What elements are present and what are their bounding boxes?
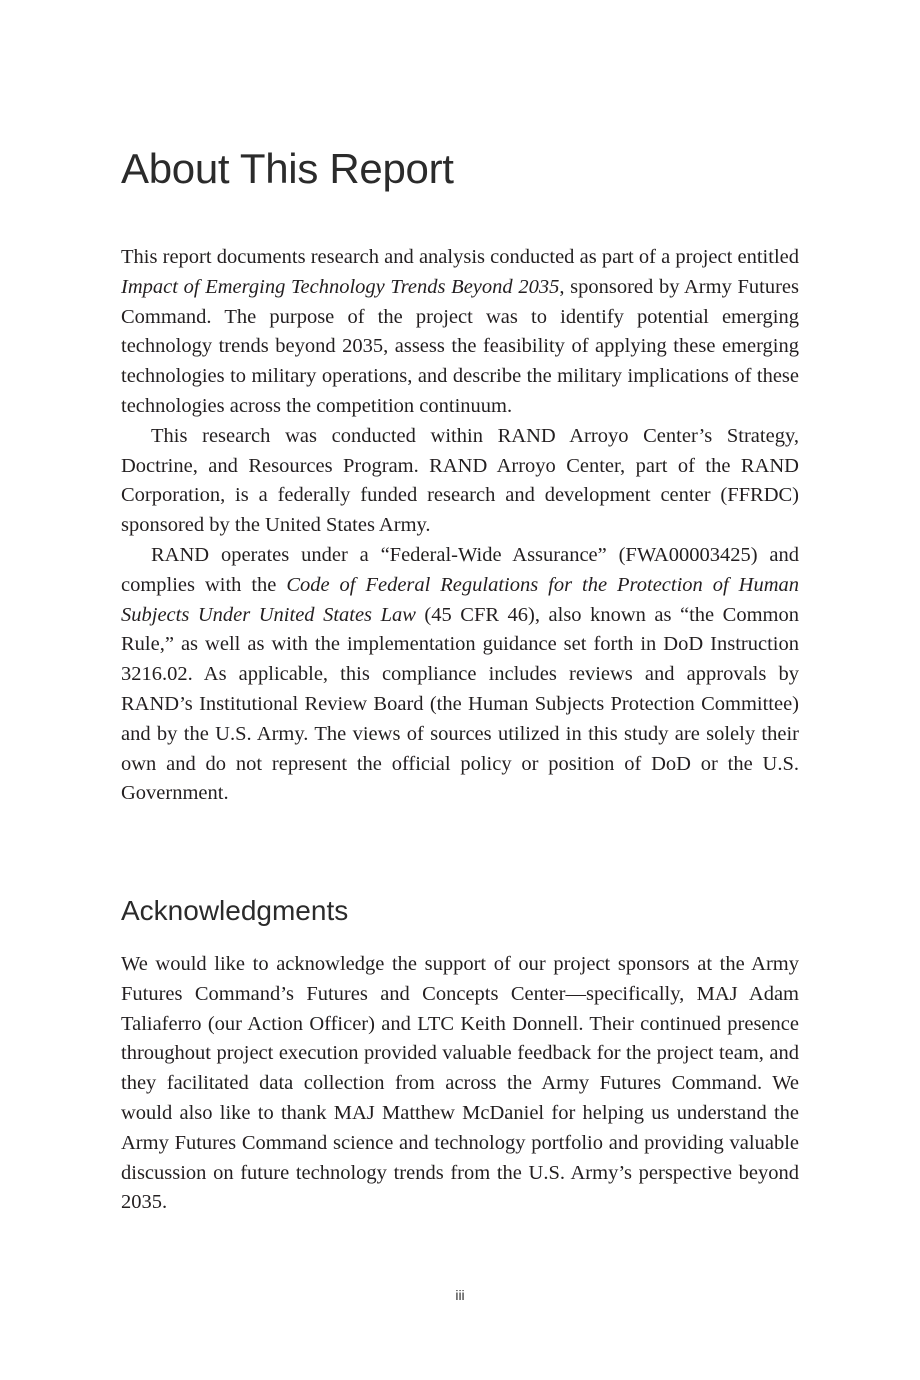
paragraph-text: (45 CFR 46), also known as “the Common Rule,” as well as with the implementation guidance set forth in DoD Instruction 3216.02. As applicable, this compliance includes reviews and approvals by RAND’s Institutional Review Board (the Human Subjects Protection Committee) and by the U.S. Army. The views of sources utilized in this study are solely their own and do not represent the official policy or position of DoD or the U.S. Government. bbox=[121, 603, 799, 805]
paragraph-text: RAND operates under a “Federal-Wide Assurance” (FWA00003425) and complies with the bbox=[121, 543, 799, 596]
paragraph-assurance bbox=[121, 541, 799, 809]
paragraph-text: , sponsored by Army Futures Command. The purpose of the project was to identify potential emerging technology trends beyond 2035, assess the feasibility of applying these emerging technologies to military operations, and describe the military implications of these technologies across the competition continuum. bbox=[121, 275, 799, 417]
project-title: Impact of Emerging Technology Trends Beyond 2035 bbox=[121, 275, 560, 298]
page-title: About This Report bbox=[121, 145, 454, 192]
paragraph-text: This report documents research and analysis conducted as part of a project entitled bbox=[121, 246, 799, 268]
regulation-title: Code of Federal Regulations for the Protection of Human Subjects Under United States Law bbox=[121, 573, 799, 626]
paragraph-acknowledgments: We would like to acknowledge the support of our project sponsors at the Army Futures Command’s Futures and Concepts Center—specifically, MAJ Adam Taliaferro (our Action Officer) and LTC Keith Donnell. Their continued presence throughout project execution provided valuable feedback for the project team, and they facilitated data collection from across the Army Futures Command. We would also like to thank MAJ Matthew McDaniel for helping us understand the Army Futures Command science and technology portfolio and providing valuable discussion on future technology trends from the U.S. Army’s perspective beyond 2035. bbox=[121, 953, 799, 1214]
paragraph-project bbox=[121, 243, 799, 422]
page-number: iii bbox=[455, 1287, 465, 1303]
paragraph-arroyo: This research was conducted within RAND Arroyo Center’s Strategy, Doctrine, and Resources Program. RAND Arroyo Center, part of the RAND Corporation, is a federally funded research and development center (FFRDC) sponsored by the United States Army. bbox=[121, 424, 799, 537]
acknowledgments-heading: Acknowledgments bbox=[121, 895, 349, 926]
acknowledgments-body bbox=[121, 950, 799, 1218]
about-body bbox=[121, 243, 799, 809]
